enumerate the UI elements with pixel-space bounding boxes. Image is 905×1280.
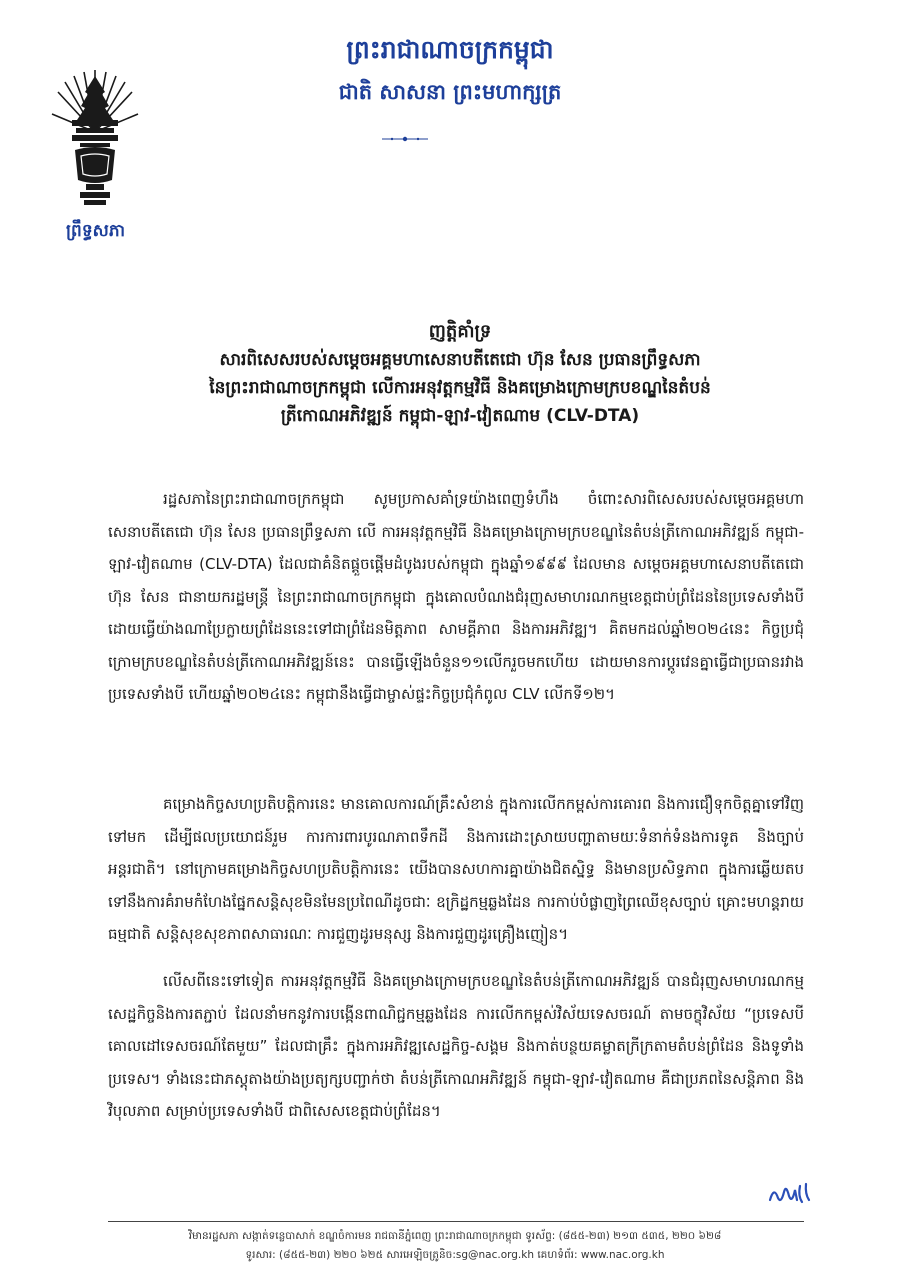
title-line-1: ញត្តិគាំទ្រ [428,321,492,342]
kingdom-name: ព្រះរាជាណាចក្រកម្ពុជា [346,35,554,64]
ornament-divider-icon [380,128,430,136]
title-line-3: នៃព្រះរាជាណាចក្រកម្ពុជា លើការអនុវត្តកម្មវិធី និងគម្រោងក្រោមក្របខណ្ឌនៃតំបន់ [209,378,711,398]
senate-emblem-icon [50,62,140,242]
title-line-2: សារពិសេសរបស់សម្ដេចអគ្គមហាសេនាបតីតេជោ ហ៊ុន សែន ប្រធានព្រឹទ្ធសភា [219,350,701,370]
body-paragraph-1: រដ្ឋសភានៃព្រះរាជាណាចក្រកម្ពុជា សូមប្រកាសគាំទ្រយ៉ាងពេញទំហឹង ចំពោះសារពិសេសរបស់សម្ដេចអគ្គមហាសេនាបតីតេជោ ហ៊ុន សែន ប្រធានព្រឹទ្ធសភា លើ ការអនុវត្តកម្មវិធី និងគម្រោងក្រោមក្របខណ្ឌនៃតំបន់ត្រីកោណអភិវឌ្ឍន៍ កម្ពុជា-ឡាវ-វៀតណាម (CLV-DTA) ដែលជាគំនិតផ្ដួចផ្ដើមដំបូងរបស់កម្ពុជា ក្នុងឆ្នាំ១៩៩៩ ដែលមាន សម្ដេចអគ្គមហាសេនាបតីតេជោ ហ៊ុន សែន ជានាយករដ្ឋមន្ត្រី នៃព្រះរាជាណាចក្រកម្ពុជា ក្នុងគោលបំណងជំរុញសមាហរណកម្មខេត្តជាប់ព្រំដែននៃប្រទេសទាំងបី ដោយធ្វើយ៉ាងណាប្រែក្លាយព្រំដែននេះទៅជាព្រំដែនមិត្តភាព សាមគ្គីភាព និងការអភិវឌ្ឍ។ គិតមកដល់ឆ្នាំ២០២៤នេះ កិច្ចប្រជុំក្រោមក្របខណ្ឌនៃតំបន់ត្រីកោណអភិវឌ្ឍន៍នេះ បានធ្វើឡើងចំនួន១១លើករួចមកហើយ ដោយមានការប្ដូរវេនគ្នាធ្វើជាប្រធានរវាងប្រទេសទាំងបី ហើយឆ្នាំ២០២៤នេះ កម្ពុជានឹងធ្វើជាម្ចាស់ផ្ទះកិច្ចប្រជុំកំពូល CLV លើកទី១២។ [108,490,804,703]
document-title [170,318,750,430]
body-paragraph-2: គម្រោងកិច្ចសហប្រតិបត្តិការនេះ មានគោលការណ៍គ្រឹះសំខាន់ ក្នុងការលើកកម្ពស់ការគោរព និងការជឿទុកចិត្តគ្នាទៅវិញទៅមក ដើម្បីផលប្រយោជន៍រួម ការការពារបូរណភាពទឹកដី និងការដោះស្រាយបញ្ហាតាមយៈទំនាក់ទំនងការទូត និងច្បាប់អន្តរជាតិ។ នៅក្រោមគម្រោងកិច្ចសហប្រតិបត្តិការនេះ យើងបានសហការគ្នាយ៉ាងជិតស្និទ្ធ និងមានប្រសិទ្ធភាព ក្នុងការឆ្លើយតបទៅនឹងការគំរាមកំហែងផ្នែកសន្តិសុខមិនមែនប្រពៃណីដូចជាៈ ឧក្រិដ្ឋកម្មឆ្លងដែន ការកាប់បំផ្លាញព្រៃឈើខុសច្បាប់ គ្រោះមហន្តរាយធម្មជាតិ សន្តិសុខសុខភាពសាធារណៈ ការជួញដូរមនុស្ស និងការជួញដូរគ្រឿងញៀន។ [108,795,804,943]
emblem-label: ព្រឹទ្ធសភា [65,221,126,241]
letterhead [250,32,650,108]
title-line-4: ត្រីកោណអភិវឌ្ឍន៍ កម្ពុជា-ឡាវ-វៀតណាម (CLV-DTA) [280,406,640,426]
body-paragraph-3: លើសពីនេះទៅទៀត ការអនុវត្តកម្មវិធី និងគម្រោងក្រោមក្របខណ្ឌនៃតំបន់ត្រីកោណអភិវឌ្ឍន៍ បានជំរុញសមាហរណកម្មសេដ្ឋកិច្ចនិងការតភ្ជាប់ ដែលនាំមកនូវការបង្កើនពាណិជ្ជកម្មឆ្លងដែន ការលើកកម្ពស់វិស័យទេសចរណ៍ តាមចក្ខុវិស័យ “ប្រទេសបីគោលដៅទេសចរណ៍តែមួយ” ដែលជាគ្រឹះ ក្នុងការអភិវឌ្ឍសេដ្ឋកិច្ច-សង្គម និងកាត់បន្ថយគម្លាតក្រីក្រតាមតំបន់ព្រំដែន និងទូទាំងប្រទេស។ ទាំងនេះជាភស្តុតាងយ៉ាងប្រត្យក្សបញ្ជាក់ថា តំបន់ត្រីកោណអភិវឌ្ឍន៍ កម្ពុជា-ឡាវ-វៀតណាម គឺជាប្រភពនៃសន្តិភាព និងវិបុលភាព សម្រាប់ប្រទេសទាំងបី ជាពិសេសខេត្តជាប់ព្រំដែន។ [108,972,804,1120]
footer-contact-line: ទូរសារ: (៨៥៥-២៣) ២២០ ៦២៥ សារអេឡិចត្រូនិច:sg@nac.org.kh គេហទំព័រ: www.nac.org.kh [245,1249,665,1261]
signature-initials-icon [766,1178,814,1208]
footer-address: វិមានរដ្ឋសភា សង្កាត់ទន្លេបាសាក់ ខណ្ឌចំការមន រាជធានីភ្នំពេញ ព្រះរាជាណាចក្រកម្ពុជា ទូរស័ព្ទ: (៨៥៥-២៣) ២១៣ ៥៣៥, ២២០ ៦២៨ [188,1230,722,1242]
footer-divider [108,1221,804,1222]
footer-contact [100,1227,810,1265]
national-motto: ជាតិ សាសនា ព្រះមហាក្សត្រ [338,80,562,104]
